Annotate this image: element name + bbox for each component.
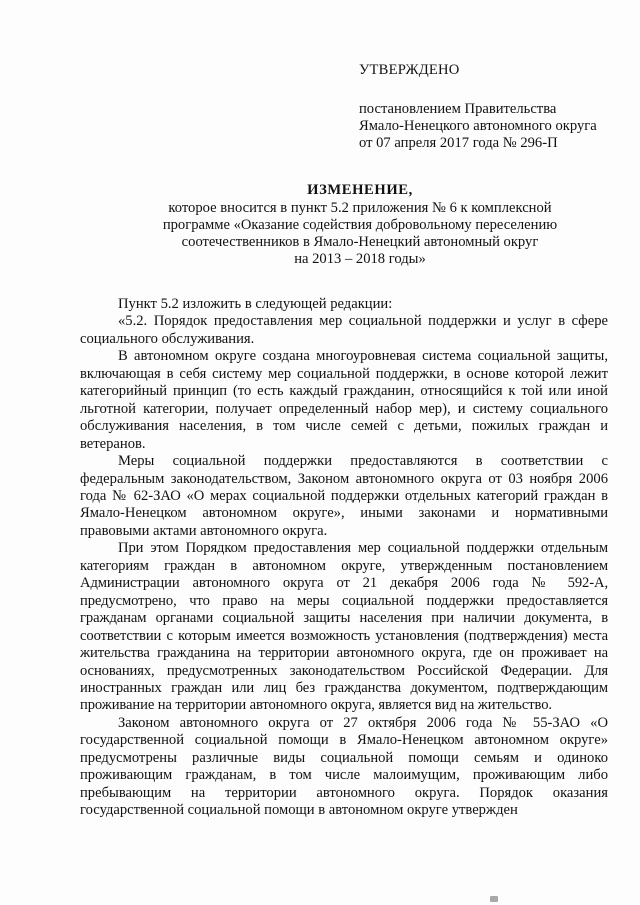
approval-block (359, 62, 619, 152)
heading-line: которое вносится в пункт 5.2 приложения № 6 к комплексной (168, 200, 552, 216)
body-paragraph: При этом Порядком предоставления мер социальной поддержки отдельным категориям граждан в автономном округе, утвержденным постановлением Администрации автономного округа от 21 декабря 2006 года № 592-А, предусмотрено, что право на меры социальной поддержки предоставляется гражданам органами социальной защиты населения при наличии документа, в соответствии с которым имеется возможность установления (подтверждения) места жительства гражданина на территории автономного округа, где он проживает на основаниях, предусмотренных законодательством Российской Федерации. Для иностранных граждан или лиц без гражданства документом, подтверждающим проживание на территории автономного округа, является вид на жительство. (80, 540, 608, 714)
body-paragraph: В автономном округе создана многоуровневая система социальной защиты, включающая в себя систему мер социальной поддержки, в основе которой лежит категорийный принцип (то есть каждый гражданин, относящийся к той или иной льготной категории, получает определенный набор мер), и систему социального обслуживания населения, в том числе семей с детьми, пожилых граждан и ветеранов. (80, 348, 608, 452)
approval-line: постановлением Правительства (359, 101, 557, 117)
body-paragraph: Меры социальной поддержки предоставляются в соответствии с федеральным законодательством, Законом автономного округа от 03 ноября 2006 года № 62-ЗАО «О мерах социальной поддержки отдельных категорий граждан в Ямало-Ненецком автономном округе», иными законами и нормативными правовыми актами автономного округа. (80, 453, 608, 539)
body-paragraph: Законом автономного округа от 27 октября 2006 года № 55-ЗАО «О государственной социальной помощи в Ямало-Ненецком автономном округе» предусмотрены различные виды социальной помощи семьям и одиноко проживающим гражданам, в том числе малоимущим, проживающим либо пребывающим на территории автономного округа. Порядок оказания государственной социальной помощи в автономном округе утвержден (80, 714, 608, 819)
body-paragraph: «5.2. Порядок предоставления мер социальной поддержки и услуг в сфере социального обслуживания. (80, 313, 608, 347)
scan-mark (490, 896, 498, 902)
body-paragraph: Пункт 5.2 изложить в следующей редакции: (118, 296, 393, 312)
heading-line: на 2013 – 2018 годы» (294, 251, 426, 267)
approval-line: от 07 апреля 2017 года № 296-П (359, 135, 558, 151)
document-heading (80, 182, 640, 268)
heading-line: программе «Оказание содействия добровольному переселению (162, 217, 558, 233)
document-title: ИЗМЕНЕНИЕ, (307, 182, 413, 198)
document-body (80, 296, 608, 820)
approval-line: Ямало-Ненецкого автономного округа (359, 118, 597, 134)
approval-title: УТВЕРЖДЕНО (359, 62, 460, 78)
heading-line: соотечественников в Ямало-Ненецкий автономный округ (181, 234, 539, 250)
